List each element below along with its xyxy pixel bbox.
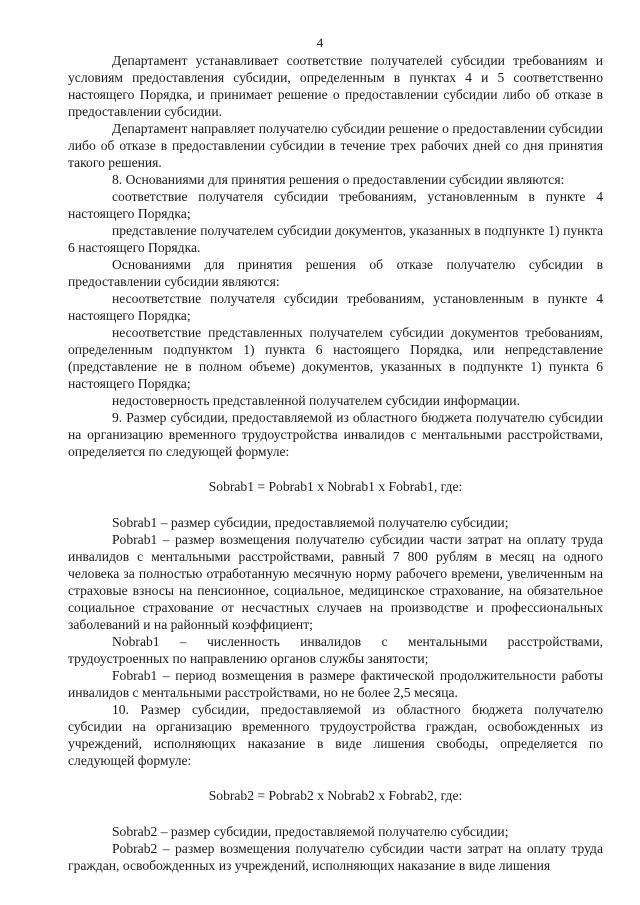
paragraph: несоответствие получателя субсидии требованиям, установленным в пункте 4 настоящего Порядка; — [68, 291, 603, 323]
page-number: 4 — [316, 35, 324, 50]
paragraph: несоответствие представленных получателем субсидии документов требованиям, определенным подпунктом 1) пункта 6 настоящего Порядка, или непредставление (представление не в полном объеме) документов, указанных в подпункте 1) пункта 6 настоящего Порядка; — [68, 325, 603, 391]
paragraph: представление получателем субсидии документов, указанных в подпункте 1) пункта 6 настоящего Порядка. — [68, 223, 603, 255]
paragraph: Департамент направляет получателю субсидии решение о предоставлении субсидии либо об отказе в предоставлении субсидии в течение трех рабочих дней со дня принятия такого решения. — [68, 121, 603, 170]
definition: Pobrab1 – размер возмещения получателю субсидии части затрат на оплату труда инвалидов с ментальными расстройствами, равный 7 800 рублям в месяц на одного человека за полностью отработанную месячную норму рабочего времени, увеличенным на страховые взносы на пенсионное, социальное, медицинское страхование, на обязательное социальное страхование от несчастных случаев на производстве и профессиональных заболеваний и на районный коэффициент; — [68, 532, 603, 632]
definition: Sobrab2 – размер субсидии, предоставляемой получателю субсидии; — [112, 824, 509, 839]
paragraph: 10. Размер субсидии, предоставляемой из областного бюджета получателю субсидии на организацию временного трудоустройства граждан, освобожденных из учреждений, исполняющих наказание в виде лишения свободы, определяется по следующей формуле: — [68, 702, 603, 768]
paragraph: 8. Основаниями для принятия решения о предоставлении субсидии являются: — [112, 172, 565, 187]
paragraph: недостоверность представленной получателем субсидии информации. — [112, 393, 520, 408]
paragraph: Основаниями для принятия решения об отказе получателю субсидии в предоставлении субсидии являются: — [68, 257, 603, 289]
definition: Fobrab1 – период возмещения в размере фактической продолжительности работы инвалидов с ментальными расстройствами, но не более 2,5 месяца. — [68, 668, 603, 700]
paragraph: соответствие получателя субсидии требованиям, установленным в пункте 4 настоящего Порядка; — [68, 189, 603, 221]
formula-2: Sobrab2 = Pobrab2 x Nobrab2 x Fobrab2, где: — [208, 788, 463, 803]
definition: Sobrab1 – размер субсидии, предоставляемой получателю субсидии; — [112, 515, 509, 530]
document-body — [68, 52, 603, 874]
formula-1: Sobrab1 = Pobrab1 x Nobrab1 x Fobrab1, где: — [208, 479, 463, 494]
paragraph: Департамент устанавливает соответствие получателей субсидии требованиям и условиям предоставления субсидии, определенным в пунктах 4 и 5 соответственно настоящего Порядка, и принимает решение о предоставлении субсидии либо об отказе в предоставлении субсидии. — [68, 53, 603, 119]
definition: Nobrab1 – численность инвалидов с ментальными расстройствами, трудоустроенных по направлению органов службы занятости; — [68, 634, 603, 666]
paragraph: 9. Размер субсидии, предоставляемой из областного бюджета получателю субсидии на организацию временного трудоустройства инвалидов с ментальными расстройствами, определяется по следующей формуле: — [68, 410, 603, 459]
definition: Pobrab2 – размер возмещения получателю субсидии части затрат на оплату труда граждан, освобожденных из учреждений, исполняющих наказание в виде лишения — [68, 841, 603, 873]
